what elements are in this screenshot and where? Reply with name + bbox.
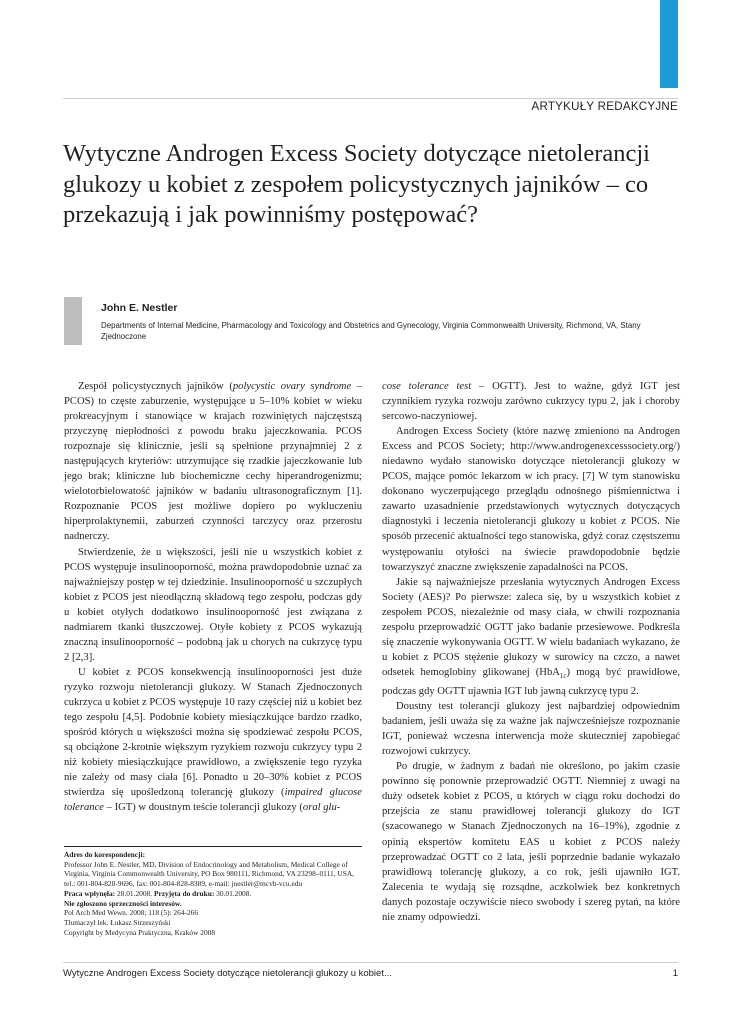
correspondence-address: Professor John E. Nestler, MD, Division of Endocrinology and Metabolism, Medical College of Virginia, Virginia Commonwealth University, PO Box 980111, Richmond, VA 23298–0111, USA, tel.: 001-804-828-9696, fax: 001-804-828-8389, e-mail: jnestler@mcvh-vcu.edu bbox=[64, 859, 355, 889]
paragraph: Stwierdzenie, że u większości, jeśli nie u wszystkich kobiet z PCOS występuje insulinooporność, można prawdopodobnie uznać za najważniejszy postęp w tej dziedzinie. Insulinooporność u szczupłych kobiet z PCOS jest nieodłączną składową tego zespołu, podczas gdy u kobiet otyłych dodatkowo insulinooporność jest związana z nadmiarem tkanki tłuszczowej. Otyłe kobiety z PCOS wykazują znaczną insulinooporność – podobną jak u chorych na cukrzycę typu 2 [2,3]. bbox=[64, 546, 362, 663]
paragraph: Zespół policystycznych jajników (polycystic ovary syndrome – PCOS) to częste zaburzenie, występujące u 5–10% kobiet w wieku prokreacyjnym i stanowiące w krajach rozwiniętych najczęstszą przyczynę niepłodności z powodu braku jajeczkowania. PCOS rozpoznaje się klinicznie, jeśli są spełnione przynajmniej 2 z następujących kryteriów: utrzymujące się rzadkie jajeczkowanie lub jego brak; kliniczne lub biochemiczne cechy hiperandrogenizmu; wielotorbielowatość jajników w badaniu ultrasonograficznym [1]. Rozpoznanie PCOS jest możliwe dopiero po wykluczeniu hiperprolaktynemii, zaburzeń czynności tarczycy oraz przerostu nadnerczy. bbox=[64, 381, 362, 543]
paragraph: Po drugie, w żadnym z badań nie określono, po jakim czasie powinno się ponownie przeprowadzić OGTT. Niemniej z uwagi na duży odsetek kobiet z PCOS, u których w ciągu roku dochodzi do przejścia ze stanu prawidłowej tolerancji glukozy do IGT (szacowanego w Stanach Zjednoczonych na 16–19%), zgodnie z opinią ekspertów komitetu EAS u kobiet z PCOS należy przeprowadzać OGTT co 2 lata, jeśli poprzednie badanie wykazało prawidłową tolerancję glukozy, a co rok, jeśli ujawniło IGT. Zalecenia te wydają się rozsądne, aczkolwiek bez konkretnych danych pozostaje oczywiście nieco swobody i szereg pytań, na które nie znamy odpowiedzi. bbox=[382, 761, 680, 923]
body-column-left bbox=[64, 379, 362, 815]
accepted-label: Przyjęta do druku: bbox=[153, 888, 215, 898]
copyright: Copyright by Medycyna Praktyczna, Kraków 2008 bbox=[64, 927, 216, 937]
accepted-date: 30.01.2008. bbox=[216, 888, 252, 898]
page-number: 1 bbox=[672, 968, 678, 979]
translator: Tłumaczył lek. Łukasz Strzeszyński bbox=[64, 917, 171, 927]
received-label: Praca wpłynęła: bbox=[64, 888, 116, 898]
footnote-rule bbox=[64, 846, 362, 847]
paragraph: cose tolerance test – OGTT). Jest to ważne, gdyż IGT jest czynnikiem ryzyka rozwoju zarówno cukrzycy typu 2, jak i choroby sercowo-naczyniowej. bbox=[382, 381, 680, 423]
running-title: Wytyczne Androgen Excess Society dotyczące nietolerancji glukozy u kobiet... bbox=[63, 968, 392, 979]
author-name: John E. Nestler bbox=[101, 302, 178, 314]
section-label: ARTYKUŁY REDAKCYJNE bbox=[531, 101, 678, 113]
correspondence-label: Adres do korespondencji: bbox=[64, 850, 146, 859]
paragraph: Doustny test tolerancji glukozy jest najbardziej odpowiednim badaniem, jeśli uważa się za ważne jak najwcześniejsze rozpoznanie IGT, ponieważ wczesna interwencja może skuteczniej zapobiegać rozwojowi cukrzycy. bbox=[382, 701, 680, 758]
conflict-statement: Nie zgłoszono sprzeczności interesów. bbox=[64, 898, 182, 908]
header-rule bbox=[63, 98, 678, 99]
paragraph: U kobiet z PCOS konsekwencją insulinooporności jest duże ryzyko rozwoju nietolerancji glukozy. W Stanach Zjednoczonych cukrzyca u kobiet z PCOS występuje 10 razy częściej niż u kobiet bez tego zespołu [4,5]. Podobnie kobiety miesiączkujące bardzo rzadko, spośród których u większości można się spodziewać zespołu PCOS, są obciążone 2-krotnie większym ryzykiem rozwoju cukrzycy typu 2 niż kobiety miesiączkujące prawidłowo, a zwiększenie tego ryzyka nie zależy od masy ciała [6]. Ponadto u 20–30% kobiet z PCOS stwierdza się upośledzoną tolerancję glukozy (impaired glucose tolerance – IGT) w doustnym teście tolerancji glukozy (oral glu- bbox=[64, 666, 362, 814]
citation: Pol Arch Med Wewn. 2008; 118 (5): 264-266 bbox=[64, 908, 199, 918]
correspondence-footnote bbox=[64, 850, 362, 937]
footer-rule bbox=[63, 962, 678, 963]
author-marker-bar bbox=[64, 297, 82, 345]
paragraph: Jakie są najważniejsze przesłania wytycznych Androgen Excess Society (AES)? Po pierwsze: zaleca się, by u wszystkich kobiet z zespołem PCOS, niezależnie od masy ciała, w chwili rozpoznania zespołu przeprowadzić OGTT jako badanie przesiewowe. Podkreśla się znaczenie wykonywania OGTT. W wielu badaniach wykazano, że u kobiet z PCOS stężenie glukozy w surowicy na czczo, a nawet odsetek hemoglobiny glikowanej (HbA$_{1c}$) mogą być prawidłowe, podczas gdy OGTT ujawnia IGT lub jawną cukrzycę typu 2. bbox=[382, 576, 680, 698]
author-affiliation: Departments of Internal Medicine, Pharmacology and Toxicology and Obstetrics and Gynecology, Virginia Commonwealth University, Richmond, VA, Stany Zjednoczone bbox=[101, 321, 641, 341]
article-title: Wytyczne Androgen Excess Society dotyczące nietolerancji glukozy u kobiet z zespołem policystycznych jajników – co przekazują i jak powinniśmy postępować? bbox=[63, 140, 650, 228]
section-color-tab bbox=[660, 0, 678, 88]
paragraph: Androgen Excess Society (które nazwę zmieniono na Androgen Excess and PCOS Society; http://www.androgenexcesssociety.org/) niedawno wydało stanowisko dotyczące nietolerancji glukozy w PCOS, mające pomóc lekarzom w ich pracy. [7] W tym stanowisku dokonano wyczerpującego przeglądu odnośnego piśmiennictwa i zawarto uzasadnienie przedstawionych wytycznych dotyczących diagnostyki i leczenia nietolerancji glukozy u kobiet z PCOS. Nie sposób przecenić aktualności tego stanowiska, gdyż coraz częstszemu występowaniu otyłości na świecie prawdopodobnie będzie towarzyszyć znaczne zwiększenie zapadalności na PCOS. bbox=[382, 426, 680, 573]
received-date: 28.01.2008. bbox=[116, 888, 153, 898]
body-column-right bbox=[382, 379, 680, 925]
